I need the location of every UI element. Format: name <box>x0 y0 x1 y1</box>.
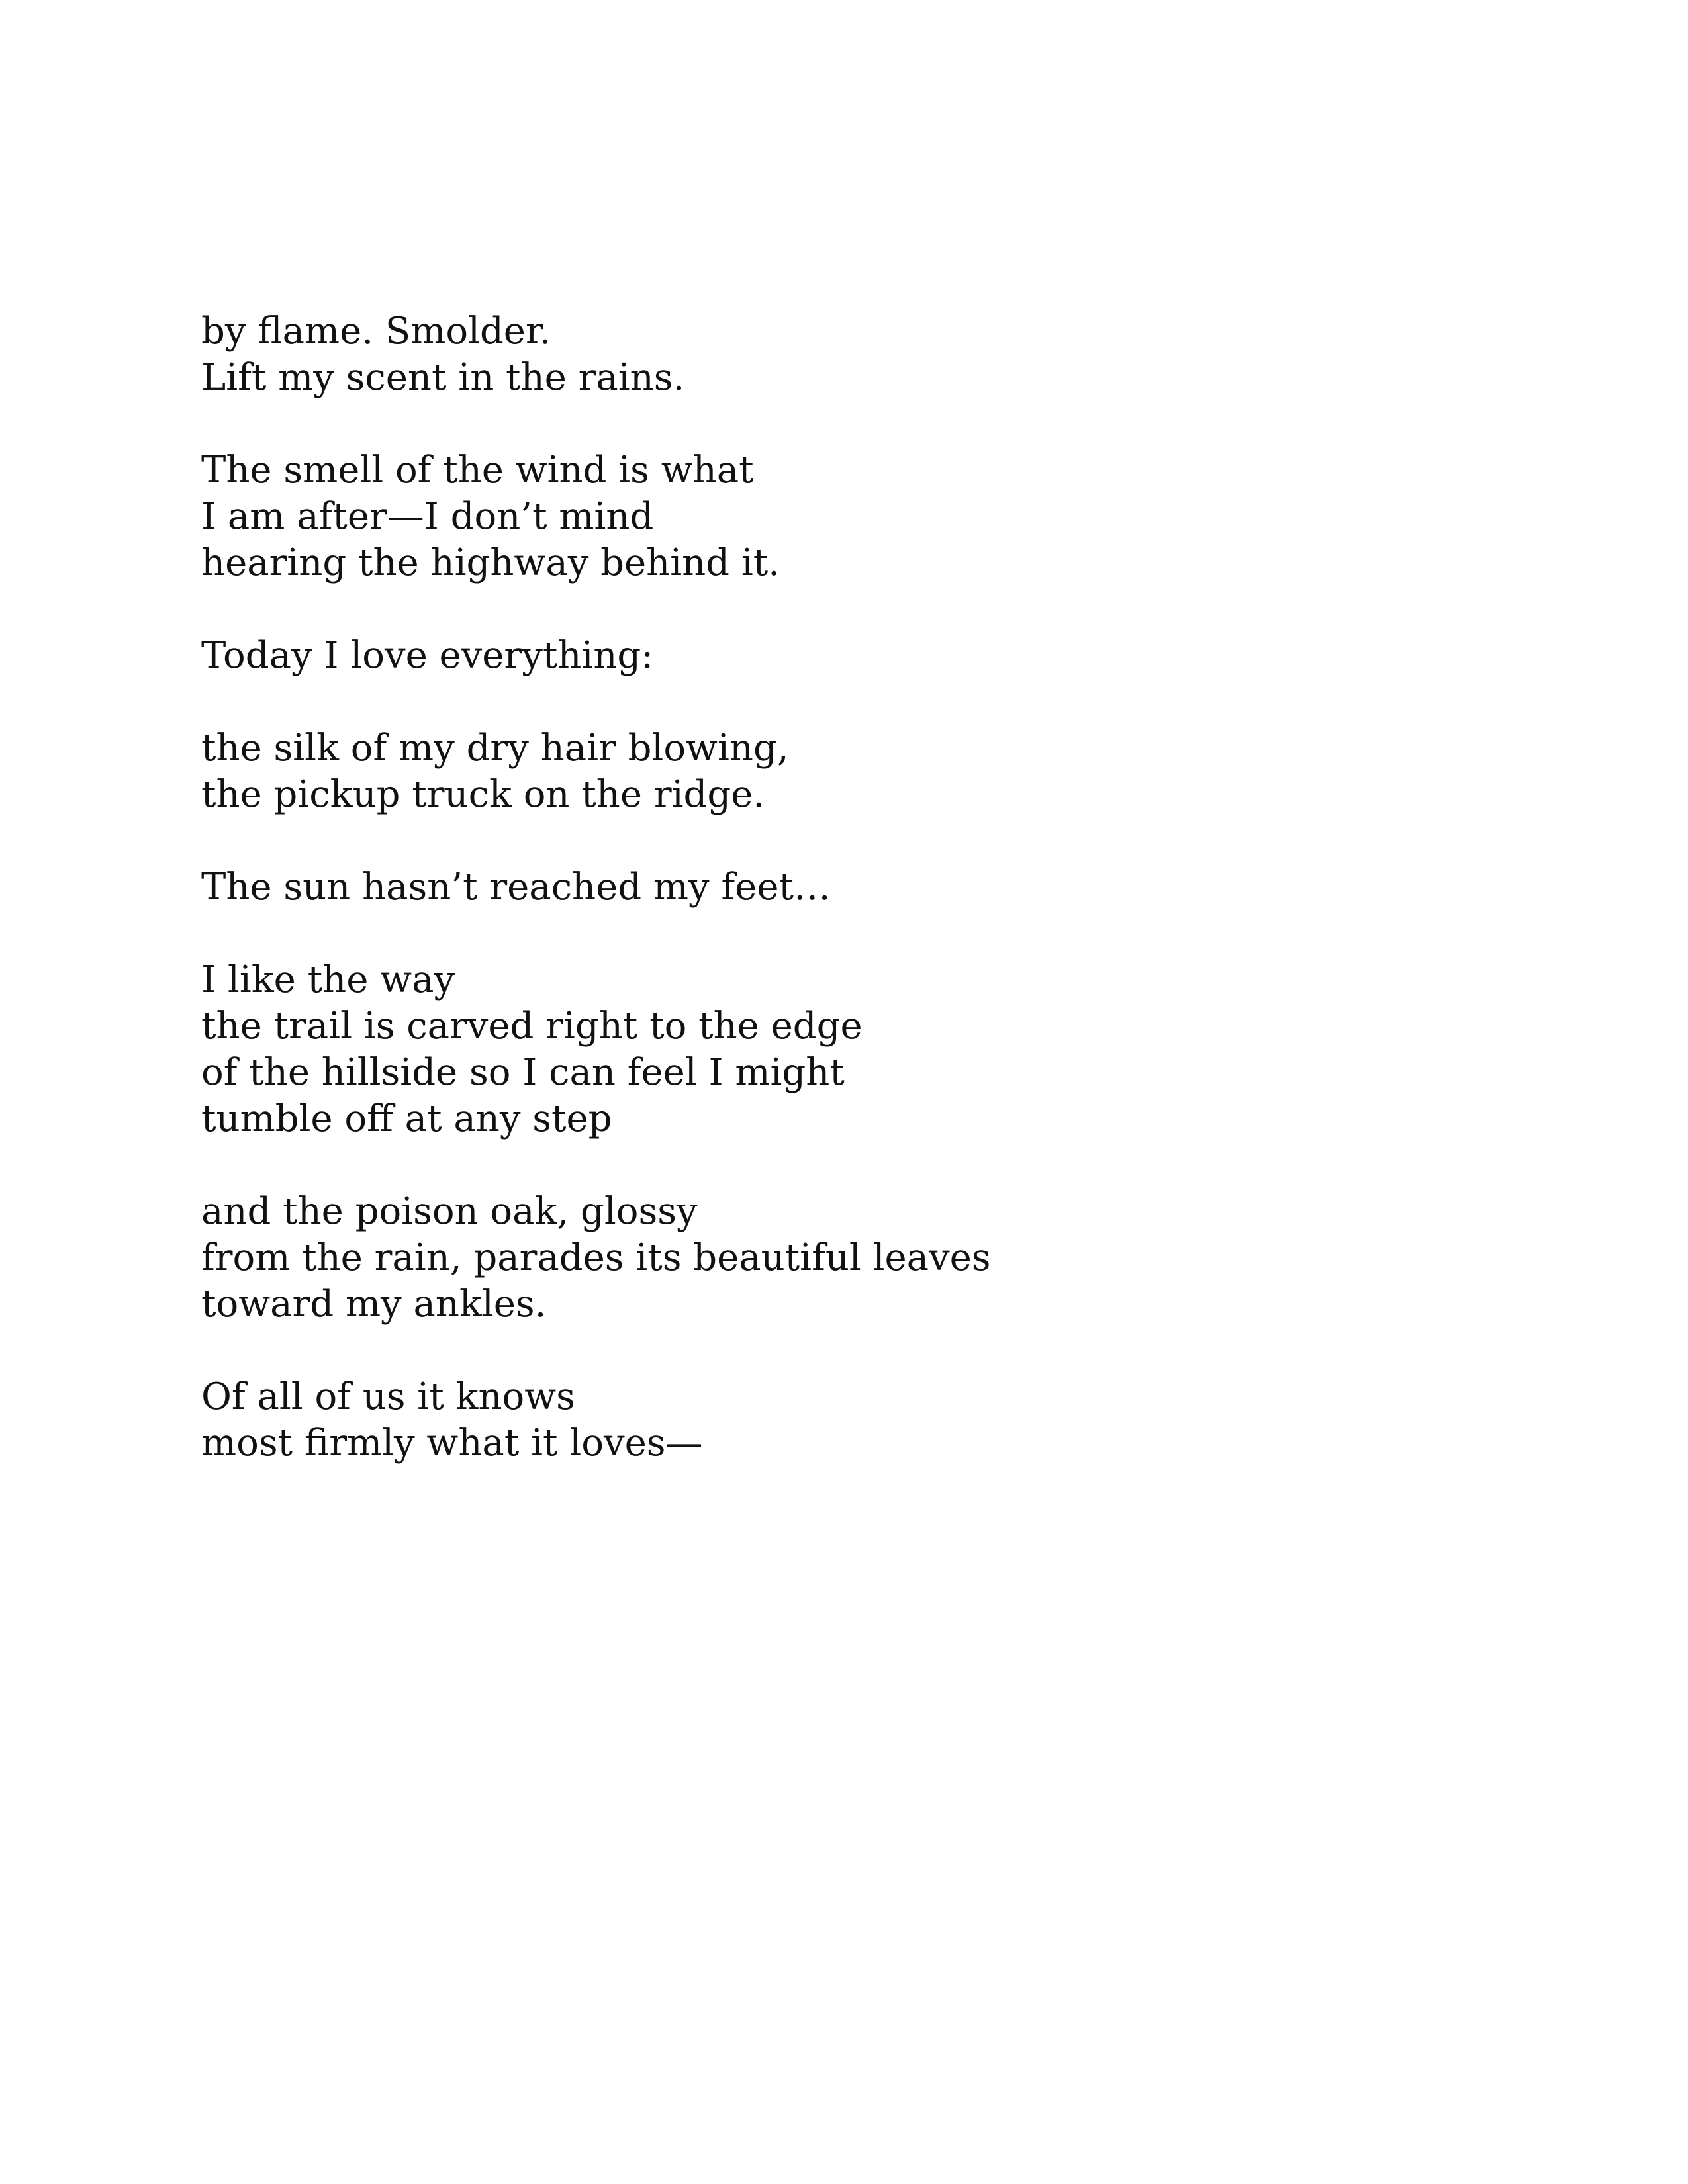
poem-line: and the poison oak, glossy <box>201 1190 698 1233</box>
poem-body <box>201 308 1525 1467</box>
poem-line: Of all of us it knows <box>201 1375 575 1418</box>
stanza-5 <box>201 864 1525 911</box>
stanza-2 <box>201 447 1525 586</box>
poem-line: I am after—I don’t mind <box>201 495 654 538</box>
poem-line: tumble off at any step <box>201 1097 612 1140</box>
poem-line: from the rain, parades its beautiful leaves <box>201 1236 991 1279</box>
poem-line: hearing the highway behind it. <box>201 541 780 584</box>
poem-line: toward my ankles. <box>201 1283 547 1326</box>
stanza-3 <box>201 633 1525 679</box>
poem-line: the silk of my dry hair blowing, <box>201 727 789 770</box>
stanza-7 <box>201 1189 1525 1328</box>
poem-line: the trail is carved right to the edge <box>201 1005 863 1048</box>
stanza-1 <box>201 308 1525 401</box>
poem-line: Today I love everything: <box>201 634 654 677</box>
poem-line: by flame. Smolder. <box>201 310 551 353</box>
poem-line: of the hillside so I can feel I might <box>201 1051 845 1094</box>
stanza-8 <box>201 1374 1525 1467</box>
poem-line: the pickup truck on the ridge. <box>201 773 765 816</box>
poem-line: The sun hasn’t reached my feet… <box>201 866 831 909</box>
poem-line: The smell of the wind is what <box>201 449 754 492</box>
poem-line: I like the way <box>201 958 455 1001</box>
stanza-4 <box>201 725 1525 818</box>
poem-line: Lift my scent in the rains. <box>201 356 685 399</box>
stanza-6 <box>201 957 1525 1142</box>
poem-line: most firmly what it loves— <box>201 1422 703 1465</box>
